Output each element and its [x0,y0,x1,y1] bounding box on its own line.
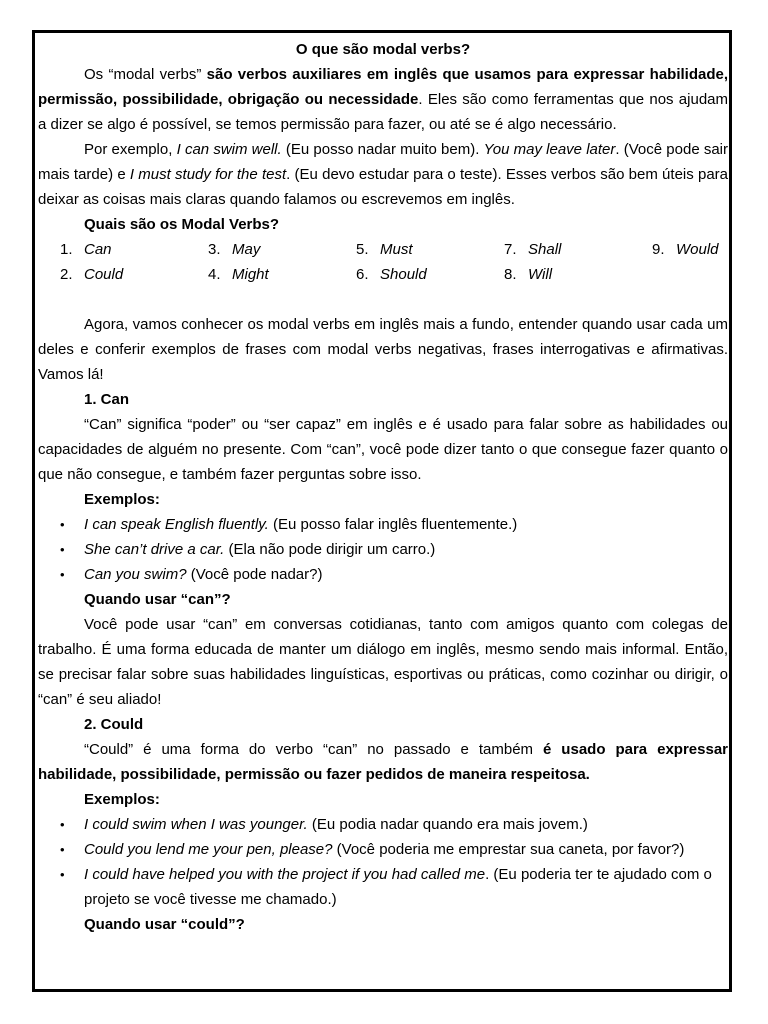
can-examples-list [38,512,728,587]
could-examples-list [38,812,728,912]
verb-word: Shall [528,241,562,258]
intro-paragraph-2 [38,137,728,212]
verb-number: 7. [504,241,517,258]
can-when-description: Você pode usar “can” em conversas cotidianas, tanto com amigos quanto com colegas de trabalho. É uma forma educada de manter um diálogo em inglês, mesmo sendo mais informal. Então, se precisar falar sobre suas habilidades linguísticas, esportivas ou práticas, como cozinhar ou dirigir, o “can” é seu aliado! [38,616,728,708]
document-page [32,30,732,992]
example-translation: (Você pode nadar?) [186,566,323,583]
intro-paragraph-1 [38,62,728,137]
example-english: Could you lend me your pen, please? [84,841,333,858]
intro-p1-start: Os “modal verbs” [84,66,207,83]
intro-p2-example-3: I must study for the test [129,166,287,183]
example-translation: . (Eu poderia ter te ajudado com o projeto se você tivesse me chamado.) [84,866,712,908]
verb-number: 5. [356,241,369,258]
verb-number: 8. [504,266,517,283]
verb-item [356,237,504,262]
intro-p2-b: (Eu posso nadar muito bem). [281,141,484,158]
verb-number: 1. [60,241,73,258]
could-description [38,737,728,787]
verb-item [504,237,652,262]
blank-line [38,287,728,312]
list-item [38,812,728,837]
can-heading: 1. Can [84,391,130,408]
example-english: I can speak English fluently. [84,516,269,533]
verb-word: Will [528,266,553,283]
verb-item [504,262,652,287]
list-item [38,537,728,562]
intro-p2-a: Por exemplo, [84,141,177,158]
can-description: “Can” significa “poder” ou “ser capaz” em inglês e é usado para falar sobre as habilidades ou capacidades de alguém no presente. Com “can”, você pode dizer tanto o que consegue fazer quanto o que não consegue, e também fazer perguntas sobre isso. [38,416,728,483]
intro-p2-d: . (Eu devo estudar para o teste). Esses verbos são bem úteis para deixar as coisas mais claras quando falamos ou escrevemos em inglês. [38,166,728,208]
can-when-heading: Quando usar “can”? [84,591,231,608]
intro-p2-example-2: You may leave later [483,141,616,158]
verb-word: Should [380,266,427,283]
list-item [38,512,728,537]
modal-verbs-list [38,237,728,287]
example-translation: (Ela não pode dirigir um carro.) [224,541,436,558]
document-content [38,37,728,937]
modal-list-heading: Quais são os Modal Verbs? [84,216,280,233]
example-translation: (Eu posso falar inglês fluentemente.) [268,516,518,533]
verb-word: May [232,241,261,258]
verb-word: Would [676,241,719,258]
could-examples-label: Exemplos: [84,791,160,808]
verb-word: Might [232,266,269,283]
page-title: O que são modal verbs? [295,41,471,58]
intro-p1-end: . Eles são como ferramentas que nos ajudam a dizer se algo é possível, se temos permissão para fazer, ou até se é algo necessário. [38,91,729,133]
verb-item [652,237,752,262]
intro-p1-bold: são verbos auxiliares em inglês que usamos para expressar habilidade, permissão, possibilidade, obrigação ou necessidade [38,66,729,108]
could-body-start: “Could” é uma forma do verbo “can” no passado e também [84,741,543,758]
verb-item [60,237,208,262]
could-body-bold: é usado para expressar habilidade, possibilidade, permissão ou fazer pedidos de maneira respeitosa. [38,741,728,783]
could-heading: 2. Could [84,716,144,733]
verb-number: 9. [652,241,665,258]
verb-number: 3. [208,241,221,258]
verb-item [208,237,356,262]
verb-number: 4. [208,266,221,283]
intro-p2-c: . (Você pode sair mais tarde) e [38,141,729,183]
list-item [38,837,728,862]
can-examples-label: Exemplos: [84,491,160,508]
verb-number: 6. [356,266,369,283]
verb-word: Can [84,241,112,258]
list-item [38,562,728,587]
overview-paragraph: Agora, vamos conhecer os modal verbs em inglês mais a fundo, entender quando usar cada um deles e conferir exemplos de frases com modal verbs negativas, frases interrogativas e afirmativas. Vamos lá! [38,316,728,383]
verb-number: 2. [60,266,73,283]
example-english: I could have helped you with the project if you had called me [84,866,486,883]
verb-item [356,262,504,287]
verb-word: Must [380,241,413,258]
verb-item [60,262,208,287]
example-translation: (Eu podia nadar quando era mais jovem.) [307,816,588,833]
intro-p2-example-1: I can swim well. [176,141,282,158]
list-item [38,862,728,912]
verb-word: Could [84,266,124,283]
example-translation: (Você poderia me emprestar sua caneta, por favor?) [332,841,685,858]
example-english: She can’t drive a car. [84,541,225,558]
verb-item [208,262,356,287]
could-when-heading: Quando usar “could”? [84,916,245,933]
example-english: I could swim when I was younger. [84,816,308,833]
example-english: Can you swim? [84,566,187,583]
